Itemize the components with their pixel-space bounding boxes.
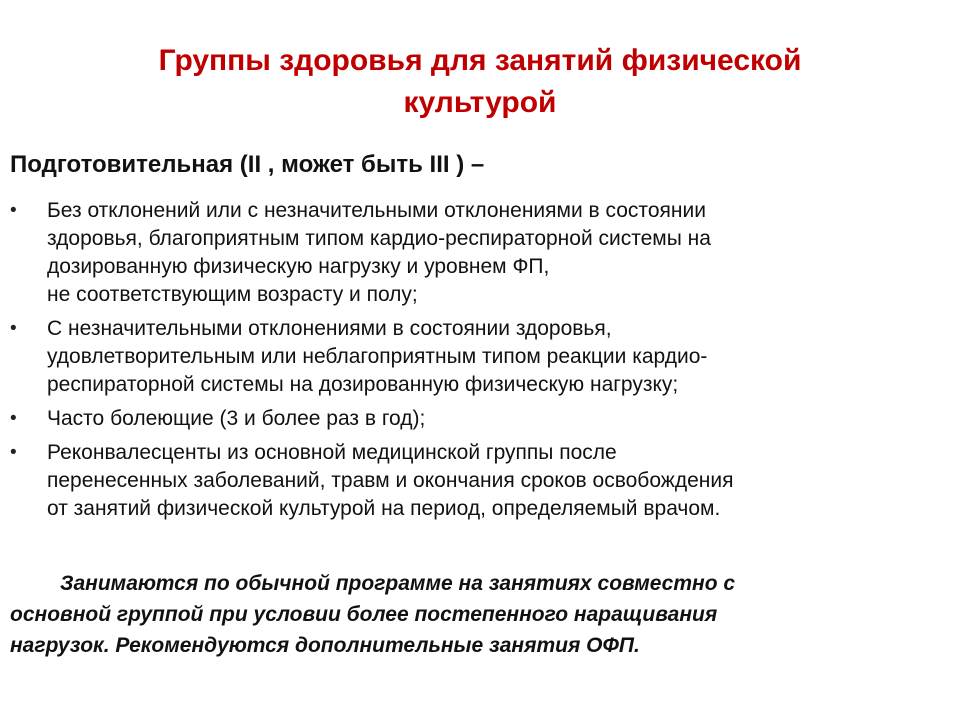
criteria-list [10, 197, 940, 529]
list-item-line: не соответствующим возрасту и полу; [47, 283, 418, 306]
bullet-icon: • [10, 408, 17, 429]
bullet-icon: • [10, 442, 17, 463]
list-item-line: здоровья, благоприятным типом кардио-респираторной системы на [47, 227, 711, 250]
list-item [10, 405, 940, 433]
list-item-line: удовлетворительным или неблагоприятным типом реакции кардио- [47, 345, 708, 368]
program-note-line-2: основной группой при условии более постепенного наращивания [10, 603, 718, 626]
slide-title-line-2: культурой [403, 86, 557, 119]
slide-title-line-1: Группы здоровья для занятий физической [158, 44, 802, 77]
list-item-line: Часто болеющие (3 и более раз в год); [47, 407, 426, 430]
bullet-icon: • [10, 200, 17, 221]
list-item-line: респираторной системы на дозированную физическую нагрузку; [47, 373, 679, 396]
list-item-line: С незначительными отклонениями в состоянии здоровья, [47, 317, 612, 340]
program-note [10, 568, 940, 661]
list-item-line: Без отклонений или с незначительными отклонениями в состоянии [47, 199, 706, 222]
list-item-line: перенесенных заболеваний, травм и окончания сроков освобождения [47, 469, 734, 492]
group-subtitle: Подготовительная (II , может быть III ) – [10, 151, 485, 178]
list-item-line: от занятий физической культурой на период, определяемый врачом. [47, 497, 721, 520]
bullet-icon: • [10, 318, 17, 339]
list-item [10, 197, 940, 309]
list-item-line: Реконвалесценты из основной медицинской группы после [47, 441, 617, 464]
list-item-line: дозированную физическую нагрузку и уровнем ФП, [47, 255, 550, 278]
program-note-line-3: нагрузок. Рекомендуются дополнительные занятия ОФП. [10, 634, 640, 657]
list-item [10, 439, 940, 523]
program-note-line-1: Занимаются по обычной программе на занятиях совместно с [60, 572, 736, 595]
list-item [10, 315, 940, 399]
slide-title [40, 40, 920, 124]
